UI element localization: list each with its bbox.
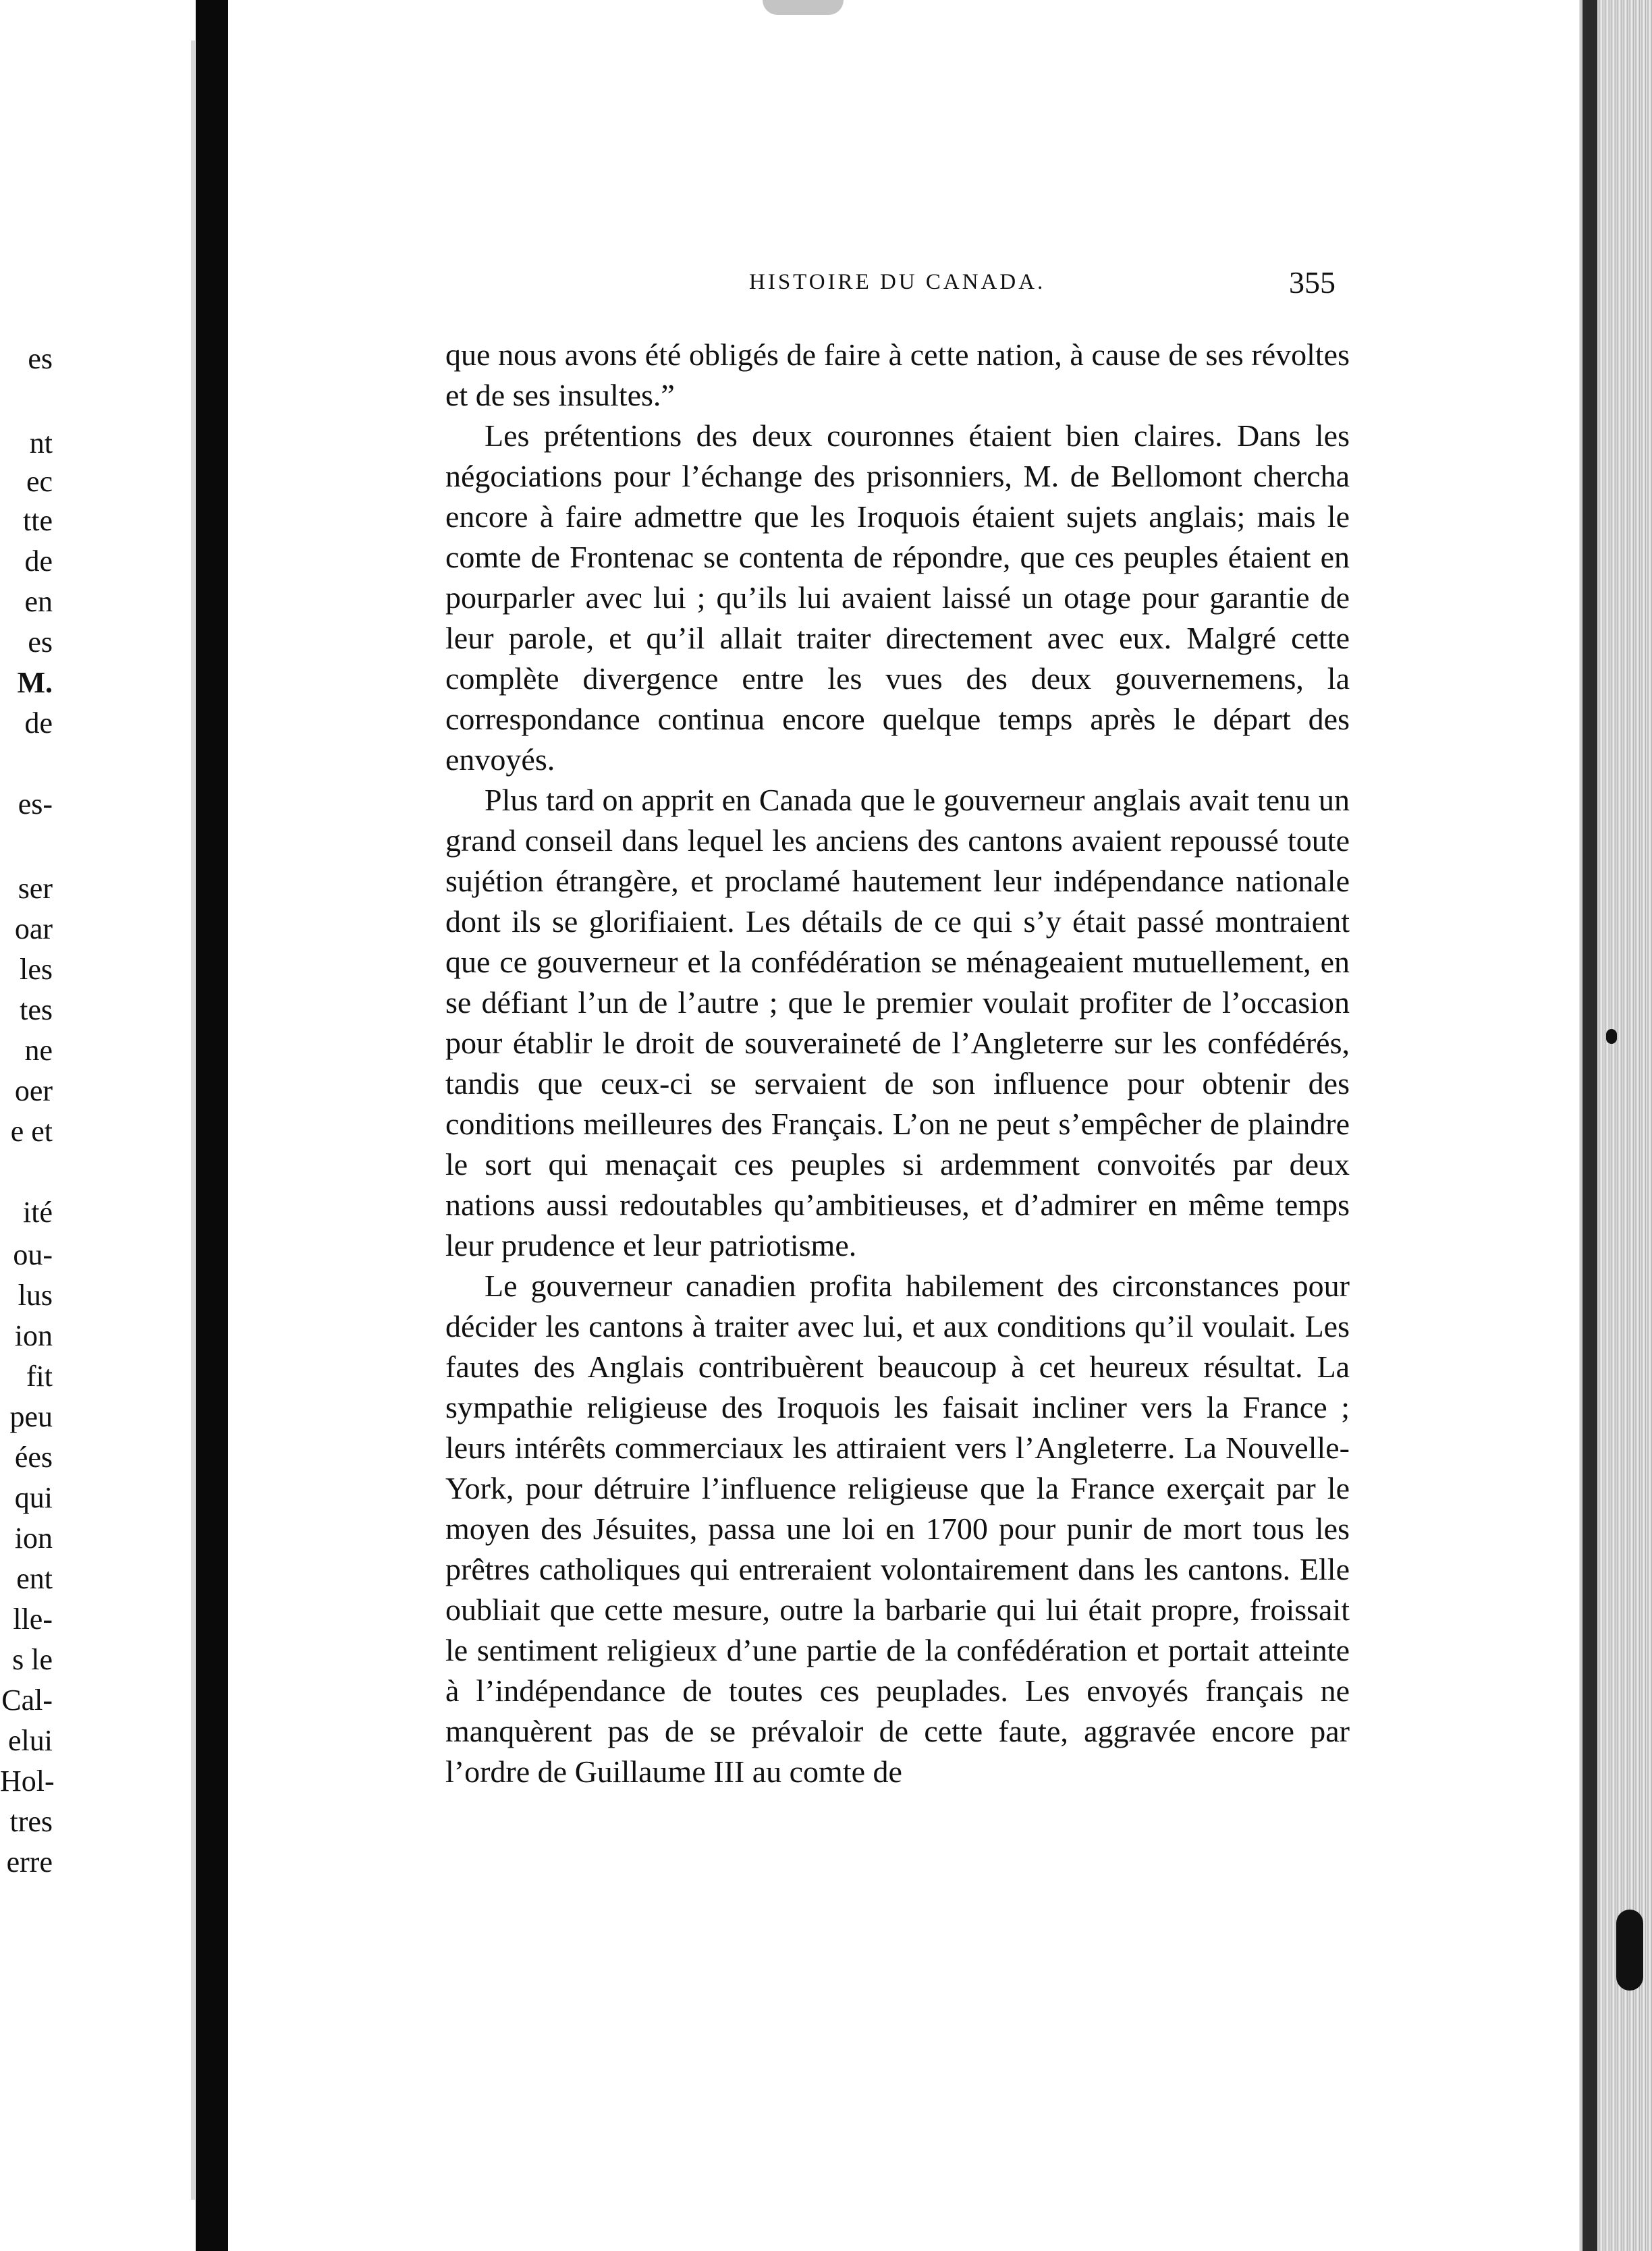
left-fragment-line: es — [28, 342, 53, 375]
left-fragment-line: en — [24, 585, 53, 618]
left-fragment-line: de — [24, 545, 53, 578]
top-stain-mark — [763, 0, 844, 15]
left-fragment-line: qui — [14, 1481, 53, 1514]
running-head: HISTOIRE DU CANADA. — [749, 270, 1046, 294]
left-fragment-line: M. — [17, 666, 53, 699]
left-fragment-line: oer — [14, 1074, 53, 1107]
left-fragment-line: de — [24, 706, 53, 740]
left-fragment-line: oar — [14, 912, 53, 945]
left-fragment-line: Cal- — [1, 1684, 53, 1717]
left-fragment-line: tes — [20, 993, 53, 1026]
left-fragment-line: nt — [29, 426, 53, 460]
paragraph: Le gouverneur canadien profita habilement des circonstances pour décider les cantons à traiter avec lui, et aux conditions qu’il voulait. Les fautes des Anglais contribuèrent beaucoup à cet heureux résultat. La sympathie religieuse des Iroquois les faisait incliner vers la France ; leurs intérêts commerciaux les attiraient vers l’Angleterre. La Nouvelle-York, pour détruire l’influence religieuse que la France exerçait par le moyen des Jésuites, passa une loi en 1700 pour punir de mort tous les prêtres catholiques qui entreraient volontairement dans les cantons. Elle oubliait que cette mesure, outre la barbarie qui lui était propre, froissait le sentiment religieux d’une partie de la confédération et portait atteinte à l’indépendance de toutes ces peuplades. Les envoyés français ne manquèrent pas de se prévaloir de cette faute, aggravée encore par l’ordre de Guillaume III au comte de — [445, 1269, 1350, 1789]
book-gutter — [196, 0, 228, 2251]
left-fragment-line: ées — [14, 1441, 53, 1474]
left-fragment-line: ité — [23, 1196, 53, 1229]
paragraph: Les prétentions des deux couronnes étaient bien claires. Dans les négociations pour l’échange des prisonniers, M. de Bellomont chercha encore à faire admettre que les Iroquois étaient sujets anglais; mais le comte de Frontenac se contenta de répondre, que ces peuples étaient en pourparler avec lui ; qu’ils lui avaient laissé un otage pour garantie de leur parole, et qu’il allait traiter directement avec eux. Malgré cette complète divergence entre les vues des deux gouvernemens, la correspondance continua encore quelque temps après le départ des envoyés. — [445, 418, 1350, 777]
book-fore-edge-shadow — [1582, 0, 1597, 2251]
paragraph: que nous avons été obligés de faire à cette nation, à cause de ses révoltes et de ses insultes.” — [445, 337, 1350, 412]
left-fragment-line: les — [20, 953, 53, 986]
left-fragment-line: ent — [16, 1562, 53, 1595]
edge-notch-mark — [1616, 1910, 1643, 1991]
left-fragment-line: tte — [23, 504, 53, 537]
left-fragment-line: es- — [18, 787, 53, 821]
left-fragment-line: ion — [14, 1522, 53, 1555]
left-fragment-line: s le — [12, 1643, 53, 1676]
paragraph: Plus tard on apprit en Canada que le gouverneur anglais avait tenu un grand conseil dans lequel les anciens des cantons avaient repoussé toute sujétion étrangère, et proclamé hautement leur indépendance nationale dont ils se glorifiaient. Les détails de ce qui s’y était passé montraient que ce gouverneur et la confédération se ménageaient mutuellement, en se défiant l’un de l’autre ; que le premier voulait profiter de l’occasion pour établir le droit de souveraineté de l’Angleterre sur les confédérés, tandis que ceux-ci se servaient de son influence pour obtenir des conditions meilleures des Français. L’on ne peut s’empêcher de plaindre le sort qui menaçait ces peuples si ardemment convoités par deux nations aussi redoutables qu’ambitieuses, et d’admirer en même temps leur prudence et leur patriotisme. — [445, 783, 1350, 1262]
left-fragment-line: lle- — [13, 1603, 53, 1636]
page-number: 355 — [1289, 265, 1336, 300]
left-fragment-line: ou- — [13, 1238, 53, 1271]
left-fragment-line: ne — [24, 1034, 53, 1067]
left-fragment-line: e et — [10, 1115, 53, 1148]
edge-mark — [1606, 1029, 1617, 1044]
left-fragment-line: erre — [6, 1845, 53, 1879]
left-fragment-line: tres — [9, 1805, 53, 1838]
left-facing-page — [0, 0, 196, 2251]
left-page-edge — [191, 40, 195, 2200]
left-fragment-line: fit — [26, 1360, 53, 1393]
left-fragment-line: elui — [8, 1724, 53, 1757]
left-fragment-line: Hol- — [0, 1764, 55, 1798]
left-fragment-line: ser — [18, 872, 53, 905]
left-fragment-line: ion — [14, 1319, 53, 1352]
left-fragment-line: peu — [9, 1400, 53, 1433]
body-text — [445, 335, 1350, 1792]
left-fragment-line: lus — [18, 1279, 53, 1312]
left-fragment-line: es — [28, 626, 53, 659]
left-fragment-line: ec — [26, 465, 53, 498]
